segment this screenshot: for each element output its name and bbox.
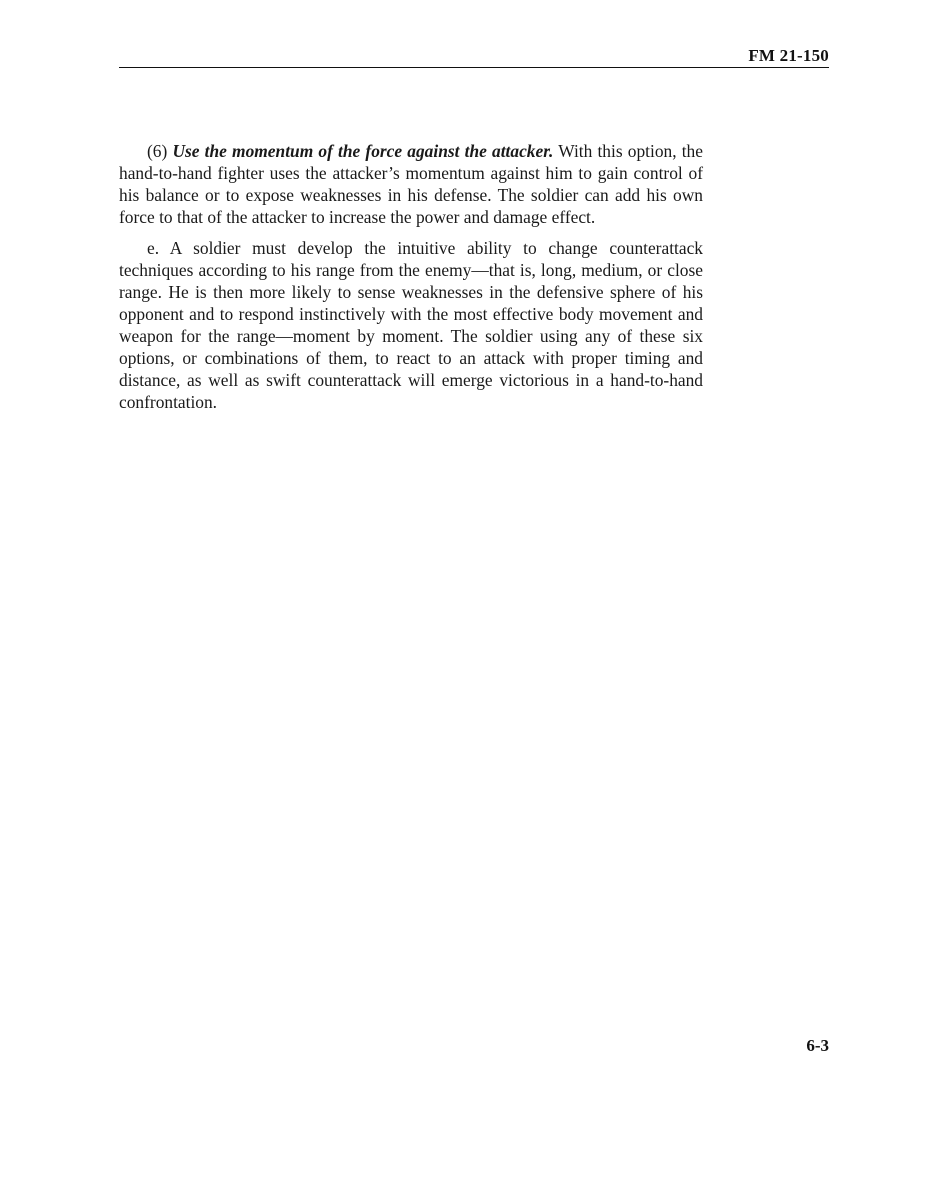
page-number: 6-3 — [806, 1036, 829, 1055]
body-text — [119, 140, 703, 422]
document-id: FM 21-150 — [748, 46, 829, 65]
paragraph-number: (6) — [147, 141, 168, 161]
paragraph-text: With this option, the hand-to-hand fighter uses the attacker’s momentum against him to gain control of his balance or to expose weaknesses in his defense. The soldier can add his own force to that of the attacker to increase the power and damage effect. — [119, 141, 703, 227]
paragraph-e — [119, 237, 703, 413]
paragraph-6 — [119, 140, 703, 228]
paragraph-emphasis: Use the momentum of the force against the attacker. — [172, 141, 554, 161]
paragraph-text: e. A soldier must develop the intuitive ability to change counterattack techniques according to his range from the enemy—that is, long, medium, or close range. He is then more likely to sense weaknesses in the defensive sphere of his opponent and to respond instinctively with the most effective body movement and weapon for the range—moment by moment. The soldier using any of these six options, or combinations of them, to react to an attack with proper timing and distance, as well as swift counterattack will emerge victorious in a hand-to-hand confrontation. — [119, 238, 703, 412]
header-rule — [119, 67, 829, 68]
